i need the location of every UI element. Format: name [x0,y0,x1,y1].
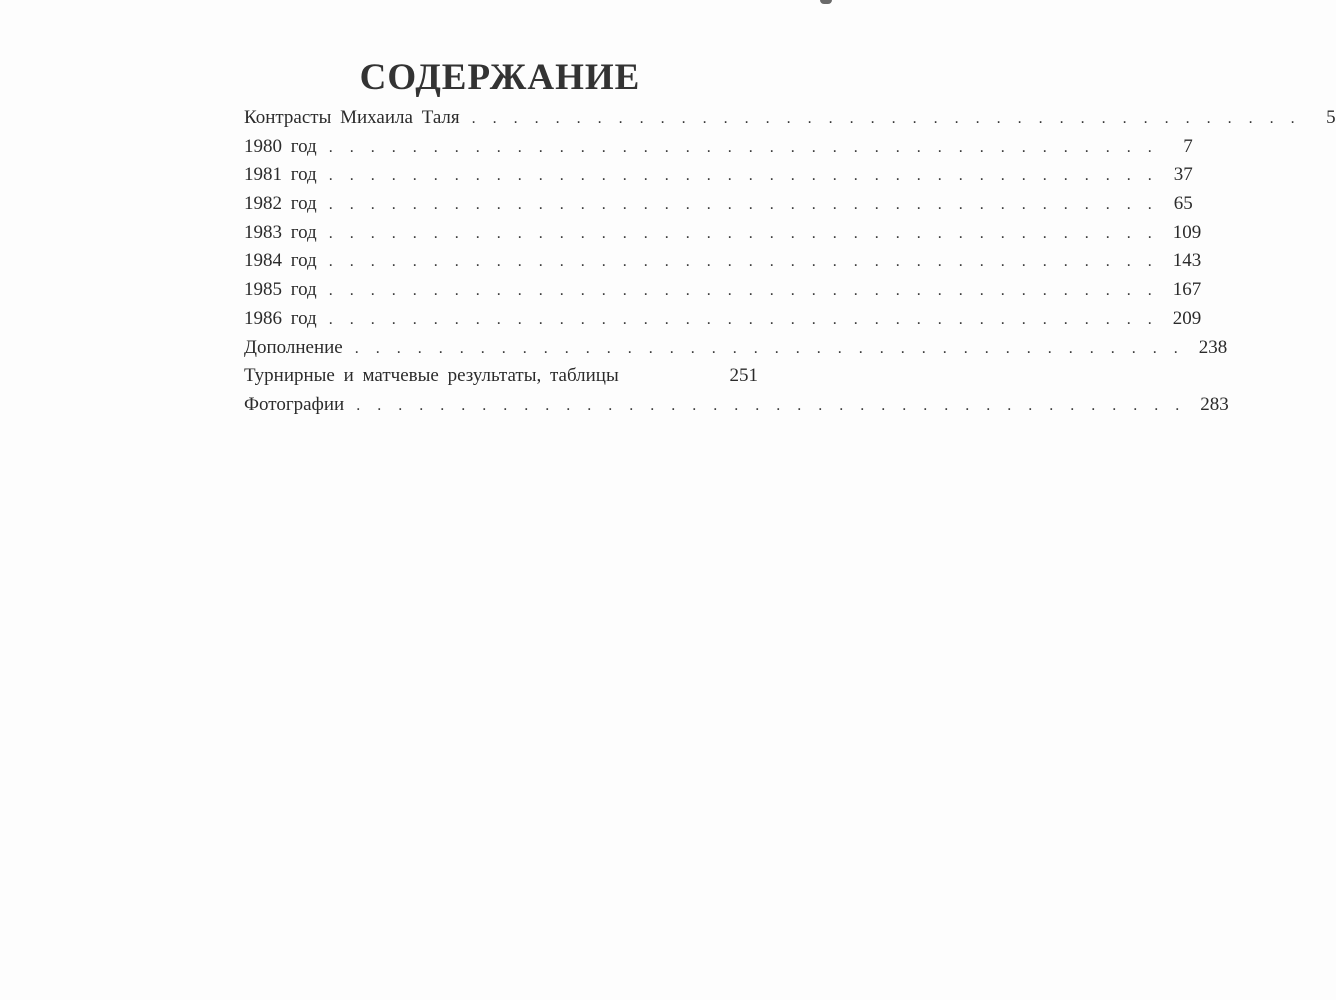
table-of-contents [244,104,1336,420]
toc-entry-page: 7 [1183,135,1193,157]
toc-entry-page: 283 [1200,393,1229,415]
dot-leader: ........................................ [328,196,1169,214]
toc-entry-page: 65 [1173,193,1193,215]
toc-entry-label: 1981 год [244,164,317,186]
toc-entry [244,362,758,391]
toc-entry [244,161,1193,190]
toc-entry-label: Контрасты Михаила Таля [244,107,460,128]
toc-entry-page: 37 [1173,164,1193,186]
toc-entry-label: 1982 год [244,193,317,215]
scan-mark [820,0,832,4]
toc-entry-page: 167 [1172,279,1202,301]
toc-entry-label: 1984 год [244,250,317,272]
toc-entry-page: 251 [729,365,758,387]
toc-entry [244,219,1202,248]
page-title: СОДЕРЖАНИЕ [359,57,641,98]
dot-leader: ........................................ [328,282,1169,300]
toc-entry-label: Дополнение [244,336,343,358]
dot-leader: ........................................ [328,224,1169,242]
dot-leader: ........................................ [328,167,1169,185]
dot-leader: ........................................ [471,110,1312,127]
dot-leader: ........................................ [328,253,1169,271]
toc-entry-page: 143 [1172,250,1202,272]
toc-entry [244,104,1336,133]
toc-entry-label: Фотографии [244,393,345,415]
toc-entry [244,247,1202,276]
toc-entry [244,276,1202,305]
toc-entry [244,391,1229,420]
toc-entry-page: 238 [1198,336,1228,358]
toc-entry-page: 5 [1326,107,1336,128]
toc-entry-label: 1985 год [244,279,317,301]
toc-entry [244,305,1202,334]
toc-entry-label: Турнирные и матчевые результаты, таблицы [244,365,619,387]
toc-entry-label: 1986 год [244,307,317,329]
toc-entry [244,334,1228,363]
dot-leader: ........................................ [328,310,1169,328]
dot-leader: ........................................ [354,339,1195,357]
toc-entry-label: 1980 год [244,135,317,157]
dot-leader: ........................................ [356,396,1197,414]
dot-leader: ........................................ [328,138,1169,156]
toc-entry [244,133,1193,162]
toc-entry-page: 209 [1172,307,1202,329]
toc-entry-page: 109 [1172,221,1202,243]
toc-entry-label: 1983 год [244,221,317,243]
toc-entry [244,190,1193,219]
